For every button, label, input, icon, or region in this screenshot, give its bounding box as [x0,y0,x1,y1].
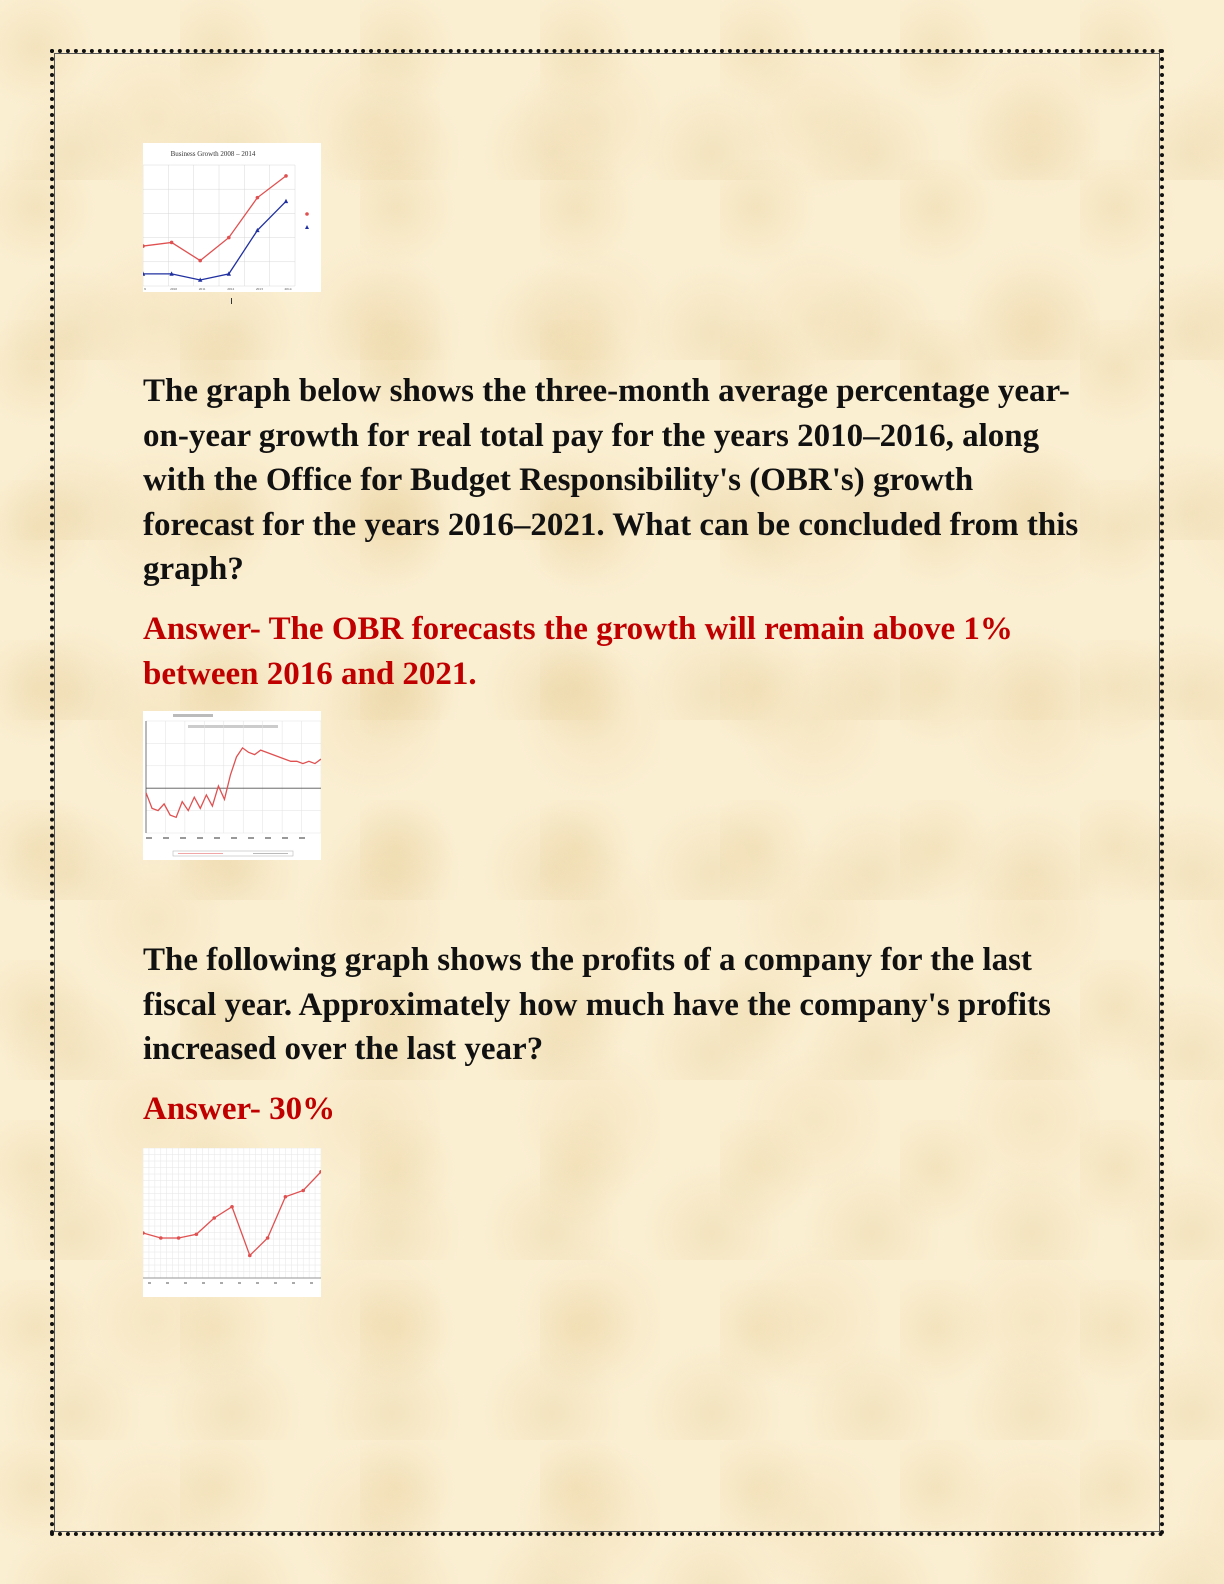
x-tick-label [238,1282,241,1284]
x-tick-label: 2013 [255,287,263,291]
legend-marker [305,212,309,216]
x-tick-label: 2011 [198,287,206,291]
data-point [227,236,231,240]
data-point [177,1236,181,1240]
chart-title: Business Growth 2008 – 2014 [170,150,256,158]
answer-1: Answer- The OBR forecasts the growth will remain above 1% between 2016 and 2021. [143,611,1013,692]
data-point [266,1236,270,1240]
data-point [301,1189,305,1193]
x-tick-label [248,837,254,839]
x-tick-label [292,1282,295,1284]
x-tick-label [231,837,237,839]
x-tick-label: 2010 [170,287,178,291]
x-tick-label [197,837,203,839]
question-2: The following graph shows the profits of a company for the last fiscal year. Approximately how much have the company's profits increased over the last year? [143,942,1051,1067]
x-tick-label [180,837,186,839]
series-line [143,176,286,261]
x-tick-label [166,1282,169,1284]
question-1: The graph below shows the three-month average percentage year-on-year growth for real total pay for the years 2010–2016, along with the Office for Budget Responsibility's (OBR's) growth forecast for the years 2016–2021. What can be concluded from this graph? [143,373,1079,587]
data-point [143,244,145,248]
business-growth-chart [143,143,321,292]
business-growth-chart-svg [143,143,321,292]
data-point [248,1254,252,1258]
x-tick-label [256,1282,259,1284]
series-line [146,748,321,817]
data-point [284,1195,288,1199]
data-point [284,199,288,203]
x-tick-label [220,1282,223,1284]
real-pay-growth-chart [143,711,321,860]
x-tick-label [148,1282,151,1284]
data-point [256,196,260,200]
real-pay-growth-chart-svg [143,711,321,860]
data-point [195,1232,199,1236]
data-point [284,174,288,178]
data-point [212,1216,216,1220]
x-tick-label: 9 [144,287,146,291]
x-tick-label [299,837,305,839]
data-point [198,259,202,263]
series-line [143,201,286,280]
data-point [143,1231,145,1235]
x-tick-label [163,837,169,839]
stray-mark [231,298,232,304]
x-tick-label [202,1282,205,1284]
x-tick-label [274,1282,277,1284]
company-profits-chart-svg [143,1148,321,1297]
company-profits-chart [143,1148,321,1297]
x-tick-label [265,837,271,839]
x-tick-label [282,837,288,839]
x-tick-label: 2014 [284,287,292,291]
data-point [159,1236,163,1240]
x-tick-label: 2012 [227,287,235,291]
x-tick-label [214,837,220,839]
x-tick-label [146,837,152,839]
data-point [170,241,174,245]
x-tick-label [184,1282,187,1284]
answer-2: Answer- 30% [143,1091,336,1127]
legend-marker [305,225,309,229]
x-tick-label [310,1282,313,1284]
data-point [230,1205,234,1209]
